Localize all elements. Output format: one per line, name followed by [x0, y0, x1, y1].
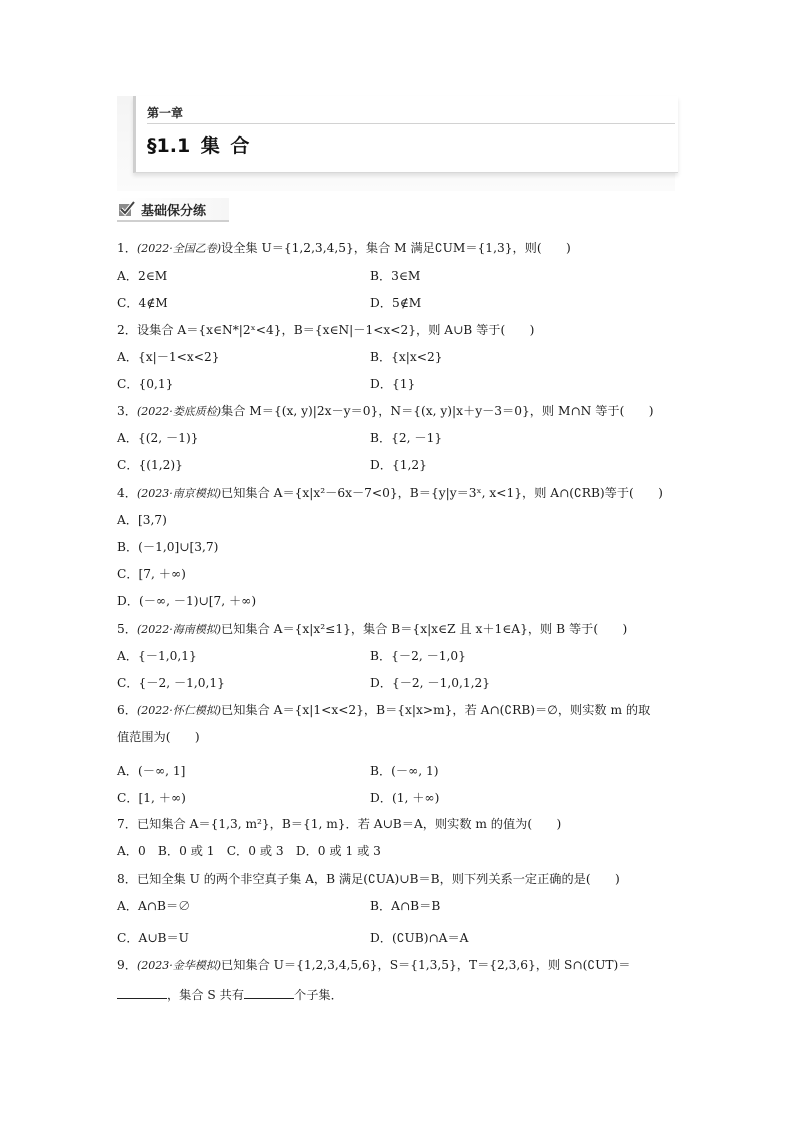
option-text: {(1,2)} [138, 458, 183, 472]
answer-option[interactable] [370, 648, 466, 664]
option-text: {－2, －1,0} [391, 649, 466, 663]
option-text: {－2, －1,0,1} [138, 676, 225, 690]
option-label: D． [370, 458, 392, 472]
fill-in-text: ，集合 S 共有 [167, 988, 245, 1002]
option-label: A． [117, 431, 138, 445]
question-source: (2023·金华模拟) [136, 959, 222, 972]
question-source: (2022·怀仁模拟) [136, 704, 222, 717]
answer-option[interactable] [117, 539, 218, 555]
option-label: C． [117, 791, 139, 805]
option-text: (－∞, －1)∪[7, ＋∞) [138, 594, 257, 608]
option-label: A． [117, 269, 138, 283]
option-text: A∩B＝∅ [138, 899, 191, 913]
question-source: (2022·海南模拟) [136, 623, 222, 636]
option-label: A． [117, 764, 138, 778]
fill-in-line [117, 986, 343, 1003]
question-number: 1． [117, 241, 137, 255]
chapter-divider [147, 123, 675, 124]
answer-option[interactable] [117, 763, 185, 779]
practice-heading [117, 198, 229, 222]
question-text-continued: 值范围为( ) [117, 730, 200, 744]
answer-option[interactable] [117, 349, 219, 365]
option-label: D． [117, 594, 139, 608]
option-label: D． [370, 377, 392, 391]
answer-option[interactable] [117, 566, 186, 582]
option-text: [1, ＋∞) [138, 791, 186, 805]
answer-option[interactable] [370, 898, 440, 914]
answer-option[interactable] [370, 295, 421, 311]
question-text: 已知集合 A＝{x|1<x<2}，B＝{x|x>m}，若 A∩(∁RB)＝∅，则实数 m 的取 [221, 703, 651, 717]
question-stem [117, 322, 534, 338]
option-label: B． [370, 350, 392, 364]
question-number: 2． [117, 323, 137, 337]
option-label: C． [117, 296, 139, 310]
chapter-label: 第一章 [147, 106, 184, 120]
answer-option[interactable] [370, 457, 427, 473]
answer-blank[interactable] [244, 986, 294, 999]
option-label: D． [370, 296, 392, 310]
option-text: {x|x<2} [391, 350, 443, 364]
answer-option[interactable] [370, 930, 468, 946]
option-text: [3,7) [138, 513, 167, 527]
option-label: B． [370, 269, 392, 283]
option-text: 5∉M [391, 296, 422, 310]
answer-option[interactable] [370, 675, 490, 691]
question-text: 集合 M＝{(x, y)|2x－y＝0}，N＝{(x, y)|x＋y－3＝0}，则 M∩N 等于( ) [221, 404, 654, 418]
fill-in-text: 个子集． [294, 988, 343, 1002]
question-number: 3． [117, 404, 137, 418]
option-text: (1, ＋∞) [391, 791, 440, 805]
question-stem [117, 957, 630, 974]
option-text: 3∈M [391, 269, 421, 283]
option-text: [7, ＋∞) [138, 567, 186, 581]
option-text: {－1,0,1} [138, 649, 197, 663]
answer-option[interactable] [117, 930, 189, 946]
option-label: C． [117, 377, 139, 391]
answer-option[interactable] [117, 430, 198, 446]
option-text: (－1,0]∪[3,7) [138, 540, 219, 554]
option-label: B． [370, 899, 392, 913]
question-text: 已知集合 A＝{x|x²－6x－7<0}，B＝{y|y＝3ˣ, x<1}，则 A∩(∁RB)等于( ) [221, 486, 663, 500]
answer-option[interactable] [117, 512, 167, 528]
question-stem [117, 871, 620, 887]
option-text: {1} [391, 377, 416, 391]
option-text: (－∞, 1] [138, 764, 186, 778]
answer-option[interactable] [370, 430, 442, 446]
question-number: 6． [117, 703, 137, 717]
question-source: (2022·娄底质检) [136, 405, 222, 418]
answer-option[interactable] [370, 763, 439, 779]
answer-option[interactable] [117, 790, 186, 806]
question-number: 8． [117, 872, 137, 886]
question-stem [117, 621, 627, 638]
option-text: {2, －1} [391, 431, 443, 445]
question-stem [117, 816, 561, 832]
question-stem [117, 240, 571, 257]
answer-option[interactable] [117, 268, 167, 284]
question-number: 9． [117, 958, 137, 972]
question-stem [117, 702, 650, 719]
answer-option[interactable] [117, 593, 256, 609]
option-label: A． [117, 350, 138, 364]
answer-option[interactable] [370, 790, 439, 806]
option-label: D． [370, 931, 392, 945]
inline-options: A．0 B．0 或 1 C．0 或 3 D．0 或 1 或 3 [117, 844, 381, 858]
question-number: 4． [117, 486, 137, 500]
answer-blank[interactable] [117, 986, 167, 999]
option-label: A． [117, 513, 138, 527]
option-text: {(2, －1)} [138, 431, 199, 445]
answer-option[interactable] [117, 898, 190, 914]
answer-option[interactable] [117, 675, 225, 691]
option-label: C． [117, 676, 139, 690]
question-source: (2023·南京模拟) [136, 487, 222, 500]
option-text: 4∉M [138, 296, 168, 310]
option-label: B． [370, 764, 392, 778]
question-stem [117, 485, 663, 502]
answer-option[interactable] [117, 295, 168, 311]
answer-option[interactable] [117, 648, 197, 664]
answer-option[interactable] [370, 349, 442, 365]
option-text: (－∞, 1) [391, 764, 439, 778]
question-text: 设集合 A＝{x∈N*|2ˣ<4}，B＝{x∈N|－1<x<2}，则 A∪B 等于( ) [136, 323, 535, 337]
option-label: B． [117, 540, 139, 554]
option-text: {－2, －1,0,1,2} [391, 676, 490, 690]
answer-option[interactable] [117, 457, 183, 473]
option-label: C． [117, 458, 139, 472]
practice-label: 基础保分练 [141, 204, 207, 219]
option-label: B． [370, 649, 392, 663]
question-text: 已知全集 U 的两个非空真子集 A，B 满足(∁UA)∪B＝B，则下列关系一定正确的是( ) [136, 872, 620, 886]
answer-option[interactable] [370, 268, 420, 284]
question-text: 设全集 U＝{1,2,3,4,5}，集合 M 满足∁UM＝{1,3}，则( ) [221, 241, 571, 255]
question-text: 已知集合 A＝{1,3, m²}，B＝{1, m}．若 A∪B＝A，则实数 m 的值为( ) [136, 817, 562, 831]
option-label: C． [117, 931, 139, 945]
option-text: (∁UB)∩A＝A [391, 931, 469, 945]
question-number: 7． [117, 817, 137, 831]
option-text: 2∈M [138, 269, 168, 283]
option-text: {0,1} [138, 377, 174, 391]
option-label: C． [117, 567, 139, 581]
option-label: A． [117, 899, 138, 913]
question-text: 已知集合 A＝{x|x²≤1}，集合 B＝{x|x∈Z 且 x＋1∈A}，则 B 等于( ) [221, 622, 628, 636]
check-box-icon [118, 200, 136, 218]
option-text: {x|－1<x<2} [138, 350, 220, 364]
question-number: 5． [117, 622, 137, 636]
option-label: D． [370, 791, 392, 805]
question-text: 已知集合 U＝{1,2,3,4,5,6}，S＝{1,3,5}，T＝{2,3,6}，则 S∩(∁UT)＝ [221, 958, 631, 972]
option-text: {1,2} [391, 458, 427, 472]
question-stem [117, 403, 653, 420]
question-source: (2022·全国乙卷) [136, 242, 222, 255]
option-text: A∪B＝U [138, 931, 189, 945]
option-label: B． [370, 431, 392, 445]
answer-option[interactable] [117, 376, 173, 392]
option-label: D． [370, 676, 392, 690]
option-text: A∩B＝B [391, 899, 441, 913]
section-title: §1.1 集 合 [147, 135, 250, 157]
answer-option[interactable] [370, 376, 415, 392]
option-label: A． [117, 649, 138, 663]
